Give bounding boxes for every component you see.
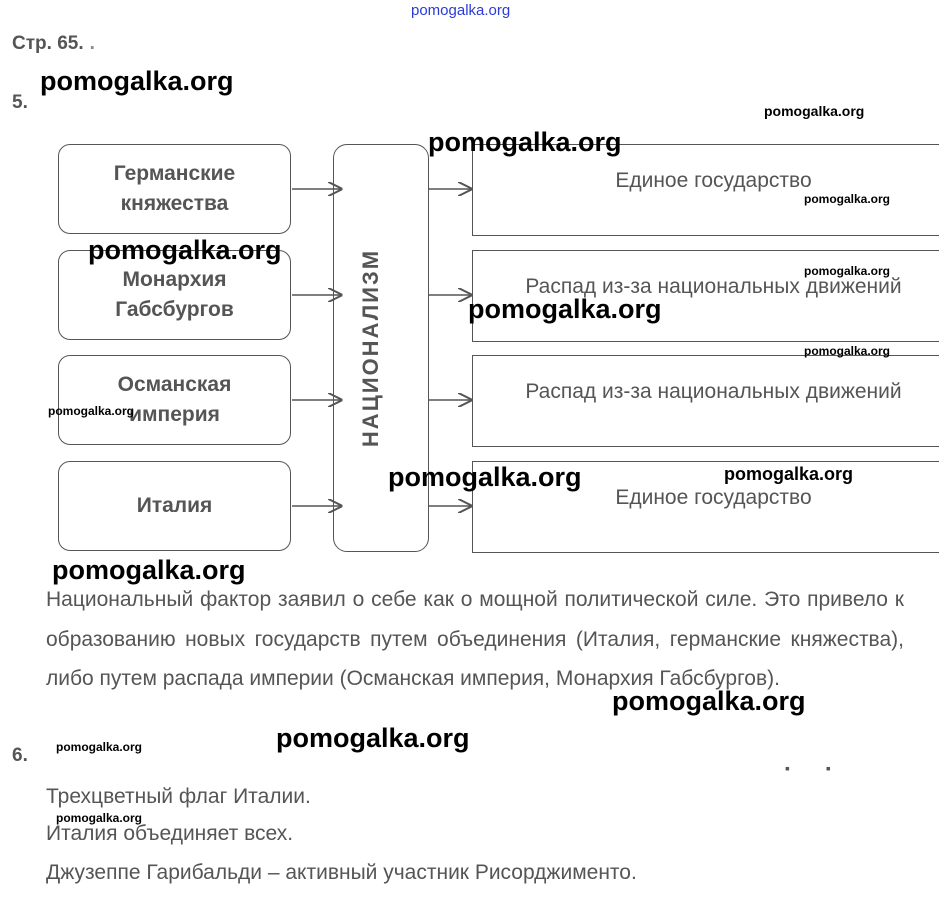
page-reference-text: Стр. 65. xyxy=(12,33,84,54)
watermark: pomogalka.org xyxy=(428,127,622,157)
task-6-line-3: Джузеппе Гарибальди – активный участник Рисорджименто. xyxy=(46,861,637,884)
watermark: pomogalka.org xyxy=(612,686,806,716)
task-6-line-1: Трехцветный флаг Италии. xyxy=(46,785,311,808)
source-box-ottoman-empire: Османская империя xyxy=(58,355,291,445)
watermark: pomogalka.org xyxy=(724,464,854,484)
watermark: pomogalka.org xyxy=(764,103,865,119)
watermark-top: pomogalka.org xyxy=(411,2,511,19)
task-5-paragraph: Национальный фактор заявил о себе как о мощной политической силе. Это привело к образованию новых государств путем объединения (Италия, германские княжества), либо путем распада империи (Османская империя, Монархия Габсбургов). xyxy=(46,588,904,690)
source-box-italy: Италия xyxy=(58,461,291,551)
watermark: pomogalka.org xyxy=(48,404,135,418)
watermark: pomogalka.org xyxy=(804,344,891,358)
watermark: pomogalka.org xyxy=(804,192,891,206)
watermark: pomogalka.org xyxy=(388,462,582,492)
page-reference-mark: . xyxy=(89,33,95,54)
task-6-number: 6. xyxy=(12,745,28,766)
watermark: pomogalka.org xyxy=(276,723,470,753)
source-box-german-principalities: Германские княжества xyxy=(58,144,291,234)
watermark: pomogalka.org xyxy=(40,66,234,96)
stray-marks: ▪ ▪ xyxy=(785,760,847,776)
watermark: pomogalka.org xyxy=(52,555,246,585)
task-5-number: 5. xyxy=(12,92,28,113)
source-box-habsburg-monarchy: Монархия Габсбургов xyxy=(58,250,291,340)
result-box-1: Единое государство xyxy=(472,144,939,236)
center-label-nationalism: НАЦИОНАЛИЗМ xyxy=(358,248,383,448)
watermark: pomogalka.org xyxy=(56,740,143,754)
watermark: pomogalka.org xyxy=(804,264,891,278)
task-6-line-2: Италия объединяет всех. xyxy=(46,822,294,845)
watermark: pomogalka.org xyxy=(56,811,143,825)
watermark: pomogalka.org xyxy=(88,235,282,265)
result-box-4: Единое государство xyxy=(472,461,939,553)
result-box-2: Распад из-за национальных движений xyxy=(472,250,939,342)
watermark: pomogalka.org xyxy=(468,294,662,324)
result-box-3: Распад из-за национальных движений xyxy=(472,355,939,447)
